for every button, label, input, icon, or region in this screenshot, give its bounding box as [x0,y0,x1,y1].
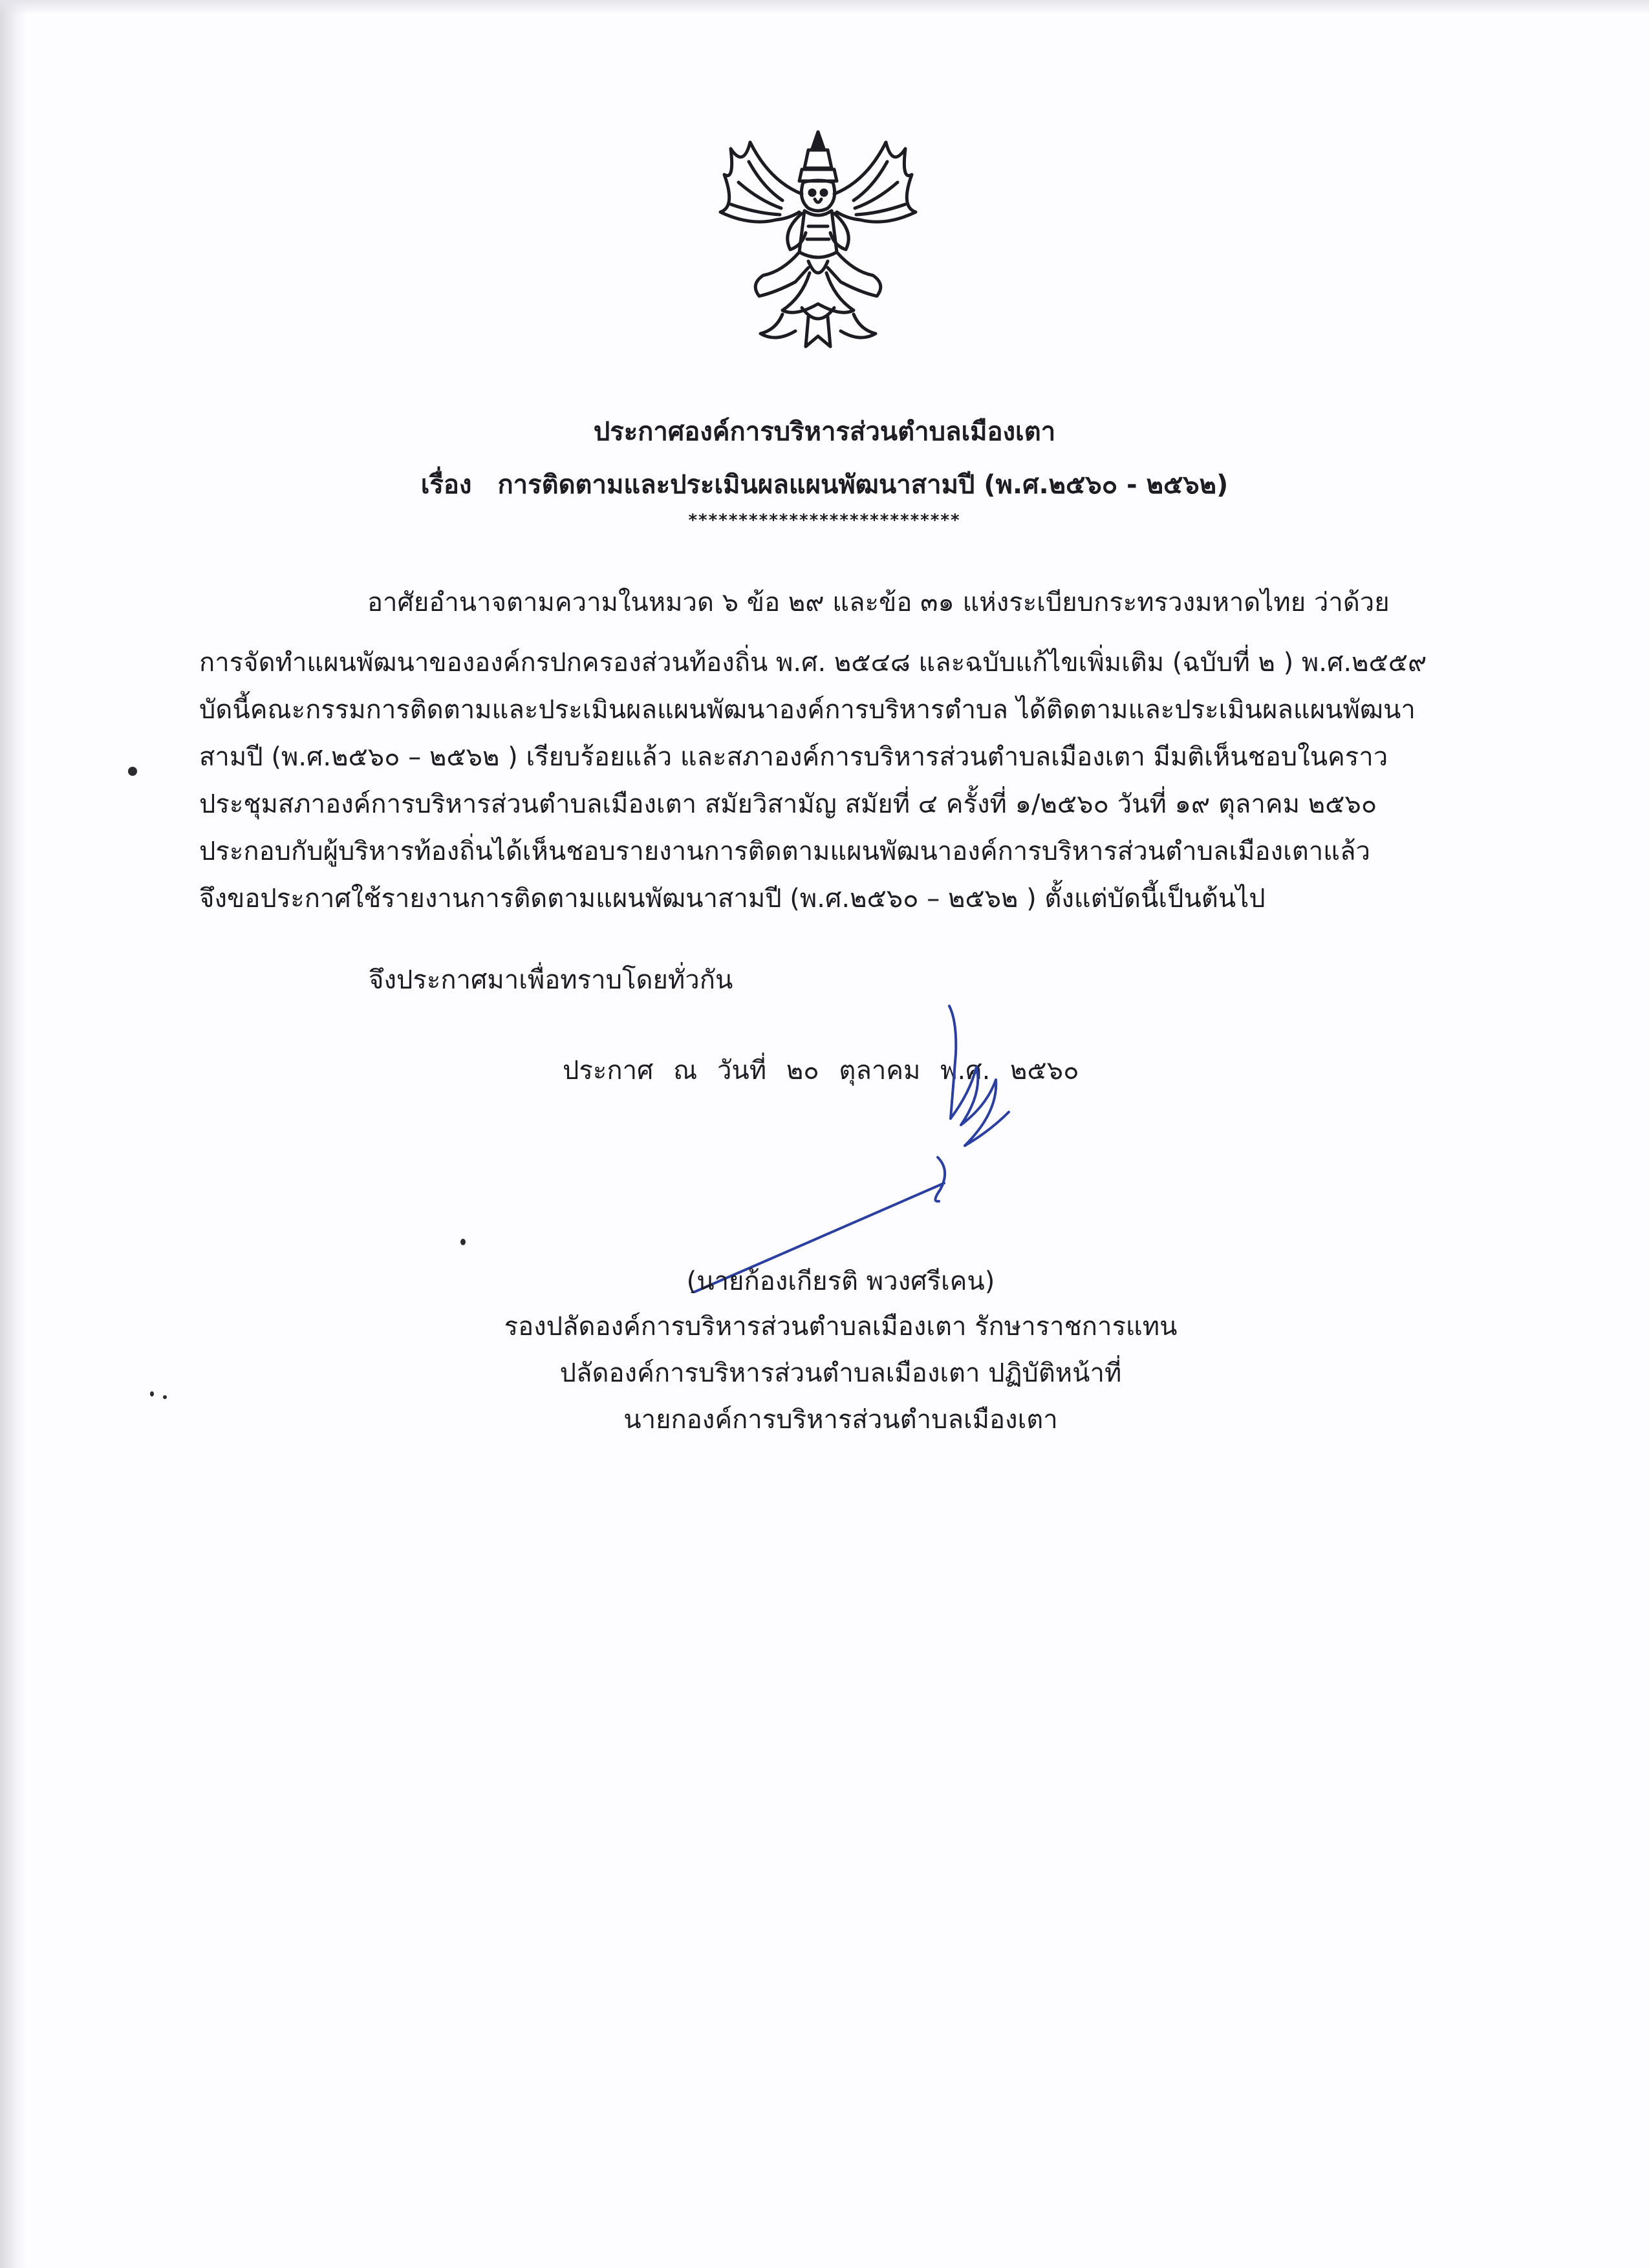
subject-label: เรื่อง [420,470,472,500]
body-paragraph-line: จึงขอประกาศใช้รายงานการติดตามแผนพัฒนาสามปี (พ.ศ.๒๕๖๐ – ๒๕๖๒ ) ตั้งแต่บัดนี้เป็นต้นไป [199,884,1266,914]
signatory-position: รองปลัดองค์การบริหารส่วนตำบลเมืองเตา รักษาราชการแทน [504,1312,1178,1342]
handwritten-signature [673,996,1035,1293]
body-paragraph-line: สามปี (พ.ศ.๒๕๖๐ – ๒๕๖๒ ) เรียบร้อยแล้ว และสภาองค์การบริหารส่วนตำบลเมืองเตา มีมติเห็นชอบในคราว [199,742,1388,772]
body-paragraph-line: การจัดทำแผนพัฒนาขององค์กรปกครองส่วนท้องถิ่น พ.ศ. ๒๕๔๘ และฉบับแก้ไขเพิ่มเติม (ฉบับที่ ๒ ) พ.ศ.๒๕๕๙ [199,648,1427,678]
signatory-position: นายกองค์การบริหารส่วนตำบลเมืองเตา [623,1405,1058,1435]
body-paragraph-line: ประชุมสภาองค์การบริหารส่วนตำบลเมืองเตา สมัยวิสามัญ สมัยที่ ๔ ครั้งที่ ๑/๒๕๖๐ วันที่ ๑๙ ตุลาคม ๒๕๖๐ [199,789,1377,819]
announcement-title: ประกาศองค์การบริหารส่วนตำบลเมืองเตา [593,417,1056,447]
scan-speck [128,767,137,776]
scan-speck [163,1395,167,1399]
signatory-name: (นายก้องเกียรติ พวงศรีเคน) [686,1267,995,1296]
announcement-date: ประกาศ ณ วันที่ ๒๐ ตุลาคม พ.ศ. ๒๕๖๐ [563,1056,1079,1086]
closing-statement: จึงประกาศมาเพื่อทราบโดยทั่วกัน [369,965,733,995]
body-paragraph-line: บัดนี้คณะกรรมการติดตามและประเมินผลแผนพัฒนาองค์การบริหารตำบล ได้ติดตามและประเมินผลแผนพัฒนา [199,695,1416,725]
title-separator: *************************** [688,511,961,530]
garuda-emblem-icon [705,123,931,356]
subject-text: การติดตามและประเมินผลแผนพัฒนาสามปี (พ.ศ.๒๕๖๐ - ๒๕๖๒) [497,470,1229,500]
scan-top-shadow [0,0,1649,14]
scan-edge-shadow [0,0,26,2268]
announcement-subject-line [0,467,1649,503]
signatory-position: ปลัดองค์การบริหารส่วนตำบลเมืองเตา ปฏิบัติหน้าที่ [559,1358,1122,1388]
scan-speck [460,1239,466,1245]
body-paragraph-line: ประกอบกับผู้บริหารท้องถิ่นได้เห็นชอบรายงานการติดตามแผนพัฒนาองค์การบริหารส่วนตำบลเมืองเตาแล้ว [199,837,1370,866]
scan-speck [150,1391,154,1396]
body-paragraph-line: อาศัยอำนาจตามความในหมวด ๖ ข้อ ๒๙ และข้อ ๓๑ แห่งระเบียบกระทรวงมหาดไทย ว่าด้วย [367,588,1390,617]
